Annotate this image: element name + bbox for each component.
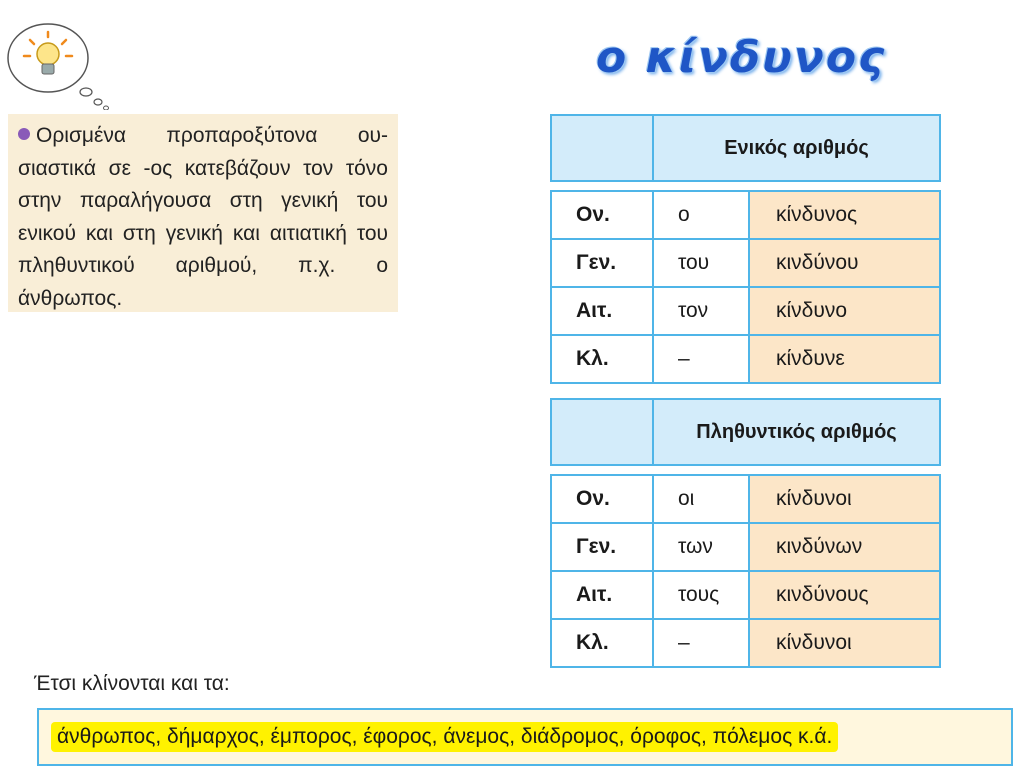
article-cell: – bbox=[653, 619, 749, 667]
singular-table bbox=[550, 190, 941, 384]
form-cell: κινδύνους bbox=[749, 571, 940, 619]
case-cell: Ον. bbox=[551, 191, 653, 239]
form-cell: κίνδυνο bbox=[749, 287, 940, 335]
lightbulb-thought-icon bbox=[2, 14, 112, 110]
plural-table bbox=[550, 474, 941, 668]
examples-text: άνθρωπος, δήμαρχος, έμπορος, έφορος, άνεμος, διάδρομος, όροφος, πόλεμος κ.ά. bbox=[51, 722, 838, 752]
singular-header bbox=[550, 114, 941, 182]
examples-box bbox=[37, 708, 1013, 766]
form-cell: κίνδυνοι bbox=[749, 475, 940, 523]
case-cell: Γεν. bbox=[551, 239, 653, 287]
article-cell: ο bbox=[653, 191, 749, 239]
case-cell: Κλ. bbox=[551, 335, 653, 383]
case-cell: Γεν. bbox=[551, 523, 653, 571]
plural-header-label: Πληθυντικός αριθμός bbox=[696, 420, 897, 443]
article-cell: – bbox=[653, 335, 749, 383]
table-row bbox=[551, 287, 940, 335]
article-cell: τον bbox=[653, 287, 749, 335]
article-cell: τους bbox=[653, 571, 749, 619]
page-title: ο κίνδυνος bbox=[596, 32, 887, 83]
form-cell: κίνδυνοι bbox=[749, 619, 940, 667]
table-row bbox=[551, 191, 940, 239]
rule-note bbox=[8, 114, 398, 312]
plural-header bbox=[550, 398, 941, 466]
article-cell: των bbox=[653, 523, 749, 571]
form-cell: κίνδυνε bbox=[749, 335, 940, 383]
case-cell: Κλ. bbox=[551, 619, 653, 667]
case-cell: Ον. bbox=[551, 475, 653, 523]
table-row bbox=[551, 619, 940, 667]
table-row bbox=[551, 523, 940, 571]
form-cell: κινδύνων bbox=[749, 523, 940, 571]
header-corner bbox=[552, 400, 654, 464]
table-row bbox=[551, 475, 940, 523]
table-row bbox=[551, 335, 940, 383]
bullet-icon bbox=[18, 128, 30, 140]
form-cell: κίνδυνος bbox=[749, 191, 940, 239]
footer-intro: Έτσι κλίνονται και τα: bbox=[34, 672, 230, 695]
table-row bbox=[551, 571, 940, 619]
form-cell: κινδύνου bbox=[749, 239, 940, 287]
article-cell: του bbox=[653, 239, 749, 287]
rule-note-text: Ορισμένα προπαροξύτονα ουσιαστικά σε -ος κατεβάζουν τον τόνο στην παραλήγουσα στη γενική του ενικού και στη γενική και αιτιατική του πληθυντικού αριθμού, π.χ. ο άνθρωπος. bbox=[18, 124, 388, 310]
header-corner bbox=[552, 116, 654, 180]
case-cell: Αιτ. bbox=[551, 287, 653, 335]
singular-header-label: Ενικός αριθμός bbox=[724, 136, 869, 159]
article-cell: οι bbox=[653, 475, 749, 523]
table-row bbox=[551, 239, 940, 287]
case-cell: Αιτ. bbox=[551, 571, 653, 619]
